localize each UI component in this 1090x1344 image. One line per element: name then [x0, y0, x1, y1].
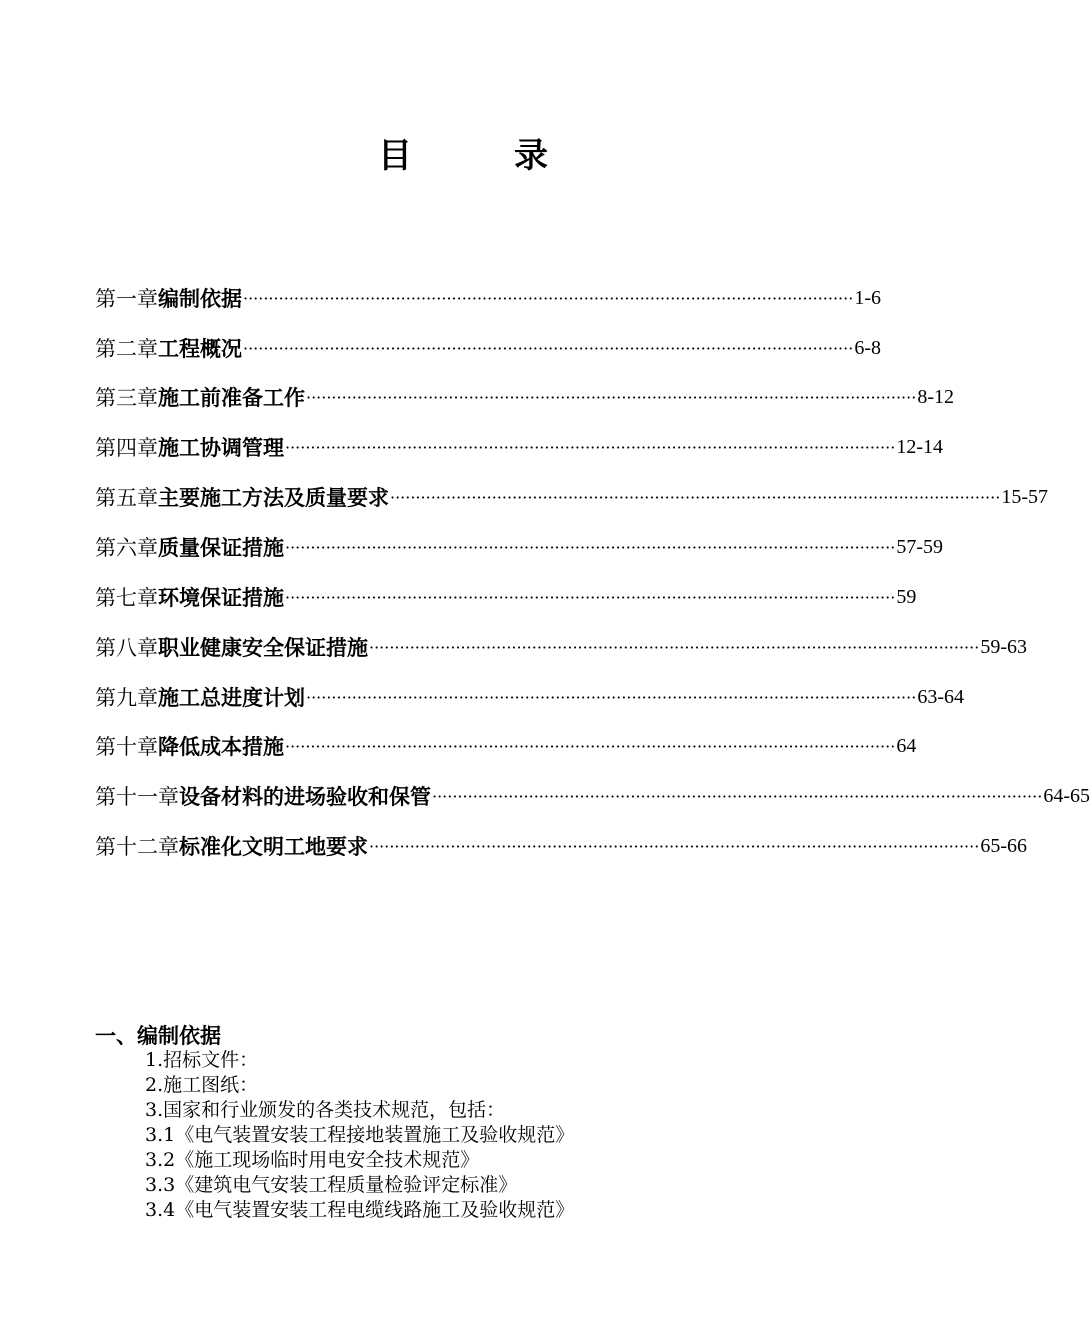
- toc-page: 15-57: [1001, 485, 1048, 508]
- basis-item: 3.国家和行业颁发的各类技术规范，包括：: [145, 1099, 506, 1121]
- toc-name: 标准化文明工地要求: [179, 835, 368, 859]
- toc-page: 12-14: [896, 435, 943, 458]
- toc-name: 施工协调管理: [158, 436, 284, 460]
- toc-name: 施工总进度计划: [158, 686, 305, 710]
- toc-row: [95, 333, 881, 363]
- page-title: 目 录: [378, 136, 582, 176]
- toc-row: [95, 432, 943, 462]
- toc-leader: ························································································································: [306, 687, 917, 707]
- toc-name: 工程概况: [158, 337, 242, 361]
- toc-leader: ························································································································: [243, 338, 854, 358]
- basis-item: 2.施工图纸：: [145, 1074, 259, 1096]
- toc-name: 施工前准备工作: [158, 386, 305, 410]
- toc-chapter: 第九章: [95, 686, 158, 710]
- basis-item: 3.2《施工现场临时用电安全技术规范》: [145, 1149, 480, 1171]
- toc-leader: ························································································································: [369, 637, 980, 657]
- toc-page: 64: [896, 734, 917, 757]
- toc-page: 64-65: [1043, 784, 1090, 807]
- toc-leader: ························································································································: [285, 537, 896, 557]
- toc-name: 降低成本措施: [158, 735, 284, 759]
- toc-page: 6-8: [854, 336, 881, 359]
- toc-chapter: 第七章: [95, 586, 158, 610]
- toc-name: 主要施工方法及质量要求: [158, 486, 389, 510]
- toc-row: [95, 482, 1048, 512]
- basis-item: 3.3《建筑电气安装工程质量检验评定标准》: [145, 1174, 518, 1196]
- toc-leader: ························································································································: [285, 437, 896, 457]
- toc-chapter: 第三章: [95, 386, 158, 410]
- toc-chapter: 第五章: [95, 486, 158, 510]
- section-heading: 一、编制依据: [95, 1024, 221, 1048]
- toc-leader: ························································································································: [432, 786, 1043, 806]
- toc-page: 57-59: [896, 535, 943, 558]
- toc-row: [95, 283, 881, 313]
- toc-chapter: 第十二章: [95, 835, 179, 859]
- basis-item: 1.招标文件：: [145, 1049, 259, 1071]
- basis-item: 3.1《电气装置安装工程接地装置施工及验收规范》: [145, 1124, 575, 1146]
- toc-leader: ························································································································: [243, 288, 854, 308]
- toc-row: [95, 682, 964, 712]
- toc-page: 63-64: [917, 685, 964, 708]
- toc-leader: ························································································································: [390, 487, 1001, 507]
- toc-row: [95, 632, 1027, 662]
- toc-chapter: 第六章: [95, 536, 158, 560]
- toc-chapter: 第十一章: [95, 785, 179, 809]
- toc-chapter: 第一章: [95, 287, 158, 311]
- toc-name: 职业健康安全保证措施: [158, 636, 368, 660]
- toc-name: 编制依据: [158, 287, 242, 311]
- toc-chapter: 第八章: [95, 636, 158, 660]
- toc-page: 1-6: [854, 286, 881, 309]
- basis-item: 3.4《电气装置安装工程电缆线路施工及验收规范》: [145, 1199, 575, 1221]
- toc-page: 65-66: [980, 834, 1027, 857]
- toc-row: [95, 582, 917, 612]
- toc-leader: ························································································································: [285, 587, 896, 607]
- toc-name: 设备材料的进场验收和保管: [179, 785, 431, 809]
- toc-page: 59: [896, 585, 917, 608]
- toc-leader: ························································································································: [306, 387, 917, 407]
- toc-row: [95, 831, 1027, 861]
- toc-row: [95, 382, 954, 412]
- toc-chapter: 第四章: [95, 436, 158, 460]
- toc-row: [95, 731, 917, 761]
- toc-chapter: 第二章: [95, 337, 158, 361]
- toc-row: [95, 532, 943, 562]
- toc-row: [95, 781, 1090, 811]
- toc-name: 质量保证措施: [158, 536, 284, 560]
- toc-leader: ························································································································: [369, 836, 980, 856]
- toc-name: 环境保证措施: [158, 586, 284, 610]
- toc-page: 59-63: [980, 635, 1027, 658]
- toc-page: 8-12: [917, 385, 954, 408]
- toc-leader: ························································································································: [285, 736, 896, 756]
- toc-chapter: 第十章: [95, 735, 158, 759]
